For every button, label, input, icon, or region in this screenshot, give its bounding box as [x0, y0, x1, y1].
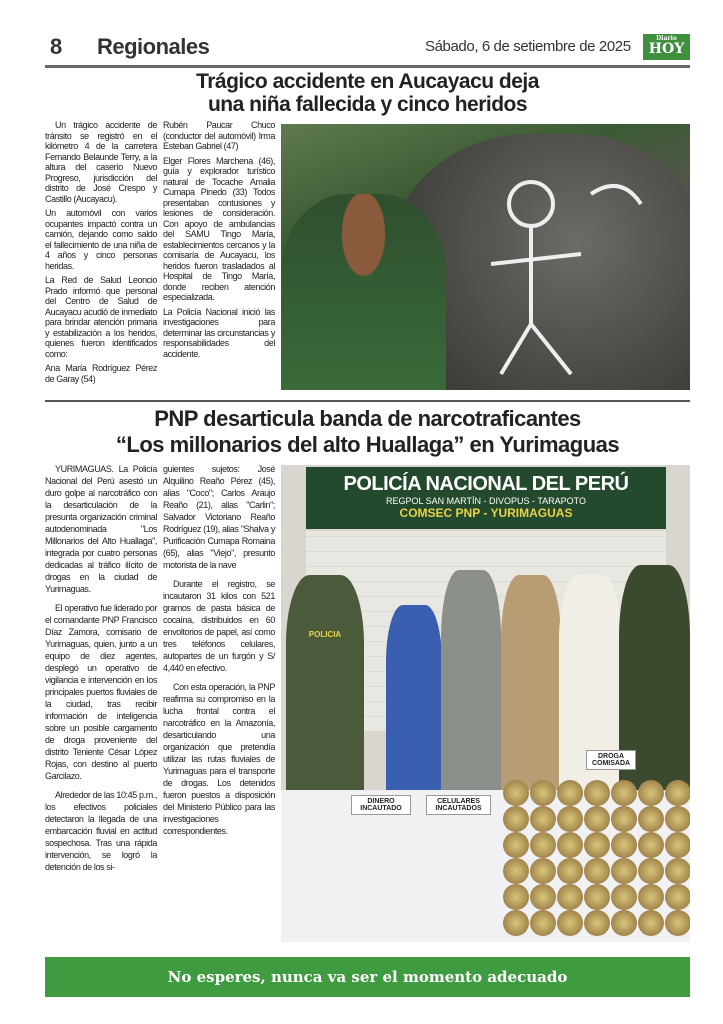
banner-subtitle: REGPOL SAN MARTÍN - DIVOPUS - TARAPOTO: [385, 496, 587, 506]
newspaper-logo: [643, 34, 690, 60]
drug-package: [530, 832, 556, 858]
drug-package: [584, 806, 610, 832]
drug-package: [584, 910, 610, 936]
paragraph: YURIMAGUAS. La Policía Nacional del Perú asestó un duro golpe al narcotráfico con la desarticulación de la presunta organización criminal autodenominada "Los Millonarios del Alto Huallaga", integrada por cuatro personas dedicadas al tráfico ilícito de drogas en la ciudad de Yurimaguas.: [45, 464, 157, 594]
footer-banner: No esperes, nunca va ser el momento adecuado: [45, 957, 690, 997]
paragraph: La Red de Salud Leoncio Prado informó que personal del Centro de Salud de Aucayacu acudió de inmediato para brindar atención primaria y estabilización a los heridos, quienes fueron identificados como:: [45, 275, 157, 359]
paragraph: Rubén Paucar Chuco (conductor del automóvil) Irma Esteban Gabriel (47): [163, 120, 275, 151]
drug-package: [665, 780, 690, 806]
paragraph: Con esta operación, la PNP reafirma su compromiso en la lucha frontal contra el narcotráfico en la Amazonía, desarticulando una organización que pretendía utilizar las rutas fluviales de Yurimaguas para el transporte de drogas. Los detenidos fueron puestos a disposición del Ministerio Público para las investigaciones correspondientes.: [163, 682, 275, 836]
paragraph: Elger Flores Marchena (46), guía y explorador turístico natural de Tocache Amalia Cumapa Pinedo (33) Todos presentaban contusiones y lesiones de consideración. Con apoyo de ambulancias del SAMU Tingo María, establecimientos cercanos y la comisaría de Aucayacu, los heridos fueron trasladados al Hospital de Tingo María, donde reciben atención especializada.: [163, 155, 275, 302]
drug-package: [530, 780, 556, 806]
logo-small-text: Diario: [656, 35, 677, 42]
drug-package: [503, 858, 529, 884]
drug-package: [665, 806, 690, 832]
drug-package: [611, 832, 637, 858]
header-rule: [45, 65, 690, 68]
section-title: Regionales: [97, 34, 210, 59]
drug-package: [557, 780, 583, 806]
drug-package: [611, 884, 637, 910]
drug-package: [503, 806, 529, 832]
article1-column-2: [163, 120, 275, 363]
drug-package: [665, 910, 690, 936]
phones-card: CELULARES INCAUTADOS: [426, 795, 491, 815]
drug-package: [530, 910, 556, 936]
headline-line: PNP desarticula banda de narcotraficantes: [154, 406, 581, 431]
paragraph: El operativo fue liderado por el comandante PNP Francisco Díaz Zamora, comisario de Yurimaguas, quien, junto a un equipo de diez agentes, desplegó un operativo de vigilancia e intervención en los principales puertos fluviales de la ciudad, tras recibir información de inteligencia sobre un posible cargamento de droga proveniente del distrito Teniente César López Rojas, con destino al puerto Garcilazo.: [45, 603, 157, 781]
banner-unit: COMSEC PNP - YURIMAGUAS: [399, 506, 573, 520]
drug-package: [584, 780, 610, 806]
drug-package: [638, 780, 664, 806]
drug-package: [584, 884, 610, 910]
detainee: [501, 575, 561, 790]
paragraph: Un trágico accidente de tránsito se registró en el kilómetro 4 de la carretera Fernando Belaunde Terry, a la altura del caserío Nuevo Progreso, jurisdicción del distrito de José Crespo y Castillo (Aucayacu).: [45, 120, 157, 204]
drugs-card: DROGA COMISADA: [586, 750, 636, 770]
article2-column-2: [163, 463, 275, 844]
drug-package: [530, 806, 556, 832]
drug-package: [584, 858, 610, 884]
drug-package: [503, 780, 529, 806]
logo-big-text: HOY: [648, 41, 685, 57]
article1-column-1: [45, 120, 157, 388]
paragraph: Un automóvil con varios ocupantes impactó contra un camión, dejando como saldo el fallecimiento de una niña de 4 años y cinco personas heridas.: [45, 208, 157, 271]
drug-package: [665, 858, 690, 884]
police-banner: [306, 467, 666, 529]
drug-package: [584, 832, 610, 858]
drug-package: [638, 858, 664, 884]
detainee: [441, 570, 501, 795]
paragraph: Ana María Rodríguez Pérez de Garay (54): [45, 363, 157, 384]
issue-date: Sábado, 6 de setiembre de 2025: [425, 38, 631, 55]
police-officer: [286, 575, 364, 805]
detainee: [386, 605, 442, 795]
page-number: 8: [50, 34, 63, 59]
drug-package: [665, 832, 690, 858]
drug-package: [557, 858, 583, 884]
drug-package: [638, 806, 664, 832]
article2-headline: [45, 406, 690, 458]
drug-package: [611, 910, 637, 936]
drug-package: [638, 832, 664, 858]
drug-package: [665, 884, 690, 910]
drug-package: [557, 910, 583, 936]
drug-package: [503, 910, 529, 936]
drug-package: [557, 884, 583, 910]
drug-package: [611, 806, 637, 832]
drug-package: [638, 910, 664, 936]
article2-column-1: [45, 463, 157, 880]
paragraph: guientes sujetos: José Alquilino Reaño Pérez (45), alias "Coco"; Carlos Araujo Reaño (21), alias "Carlin"; Salvador Victoriano Reaño Rodríguez (19), alias "Shalva y Purificación Cumapa Romaina (65), alias "Viejo", presunto motorista de la nave: [163, 464, 275, 570]
vest-label: POLICIA: [308, 630, 342, 639]
headline-line: Trágico accidente en Aucayacu deja: [196, 70, 539, 93]
drug-package: [611, 780, 637, 806]
article2-photo: [281, 465, 690, 942]
paragraph: Alrededor de las 10:45 p.m., los efectivos policiales detectaron la llegada de una embarcación fluvial en actitud sospechosa. Tras una rápida intervención, se logró la detención de los si-: [45, 790, 157, 872]
drug-package: [557, 806, 583, 832]
money-card: DINERO INCAUTADO: [351, 795, 411, 815]
banner-title: POLICÍA NACIONAL DEL PERÚ: [343, 473, 629, 495]
drug-package: [503, 832, 529, 858]
drug-package: [530, 884, 556, 910]
article-divider: [45, 400, 690, 402]
headline-line: “Los millonarios del alto Huallaga” en Yurimaguas: [115, 432, 620, 457]
guide-person: [281, 194, 446, 390]
article1-photo: [281, 124, 690, 390]
paragraph: La Policía Nacional inició las investigaciones para determinar las circunstancias y responsabilidades del accidente.: [163, 306, 275, 359]
paragraph: Durante el registro, se incautaron 31 kilos con 521 gramos de pasta básica de cocaína, distribuidos en 60 envoltorios de papel, así como tres teléfonos celulares, autopartes de un furgón y S/ 4,440 en efectivo.: [163, 579, 275, 673]
drug-package: [611, 858, 637, 884]
article1-headline: [45, 70, 690, 116]
headline-line: una niña fallecida y cinco heridos: [207, 93, 528, 116]
drug-package: [503, 884, 529, 910]
drug-package: [530, 858, 556, 884]
drug-package: [557, 832, 583, 858]
drug-package: [638, 884, 664, 910]
